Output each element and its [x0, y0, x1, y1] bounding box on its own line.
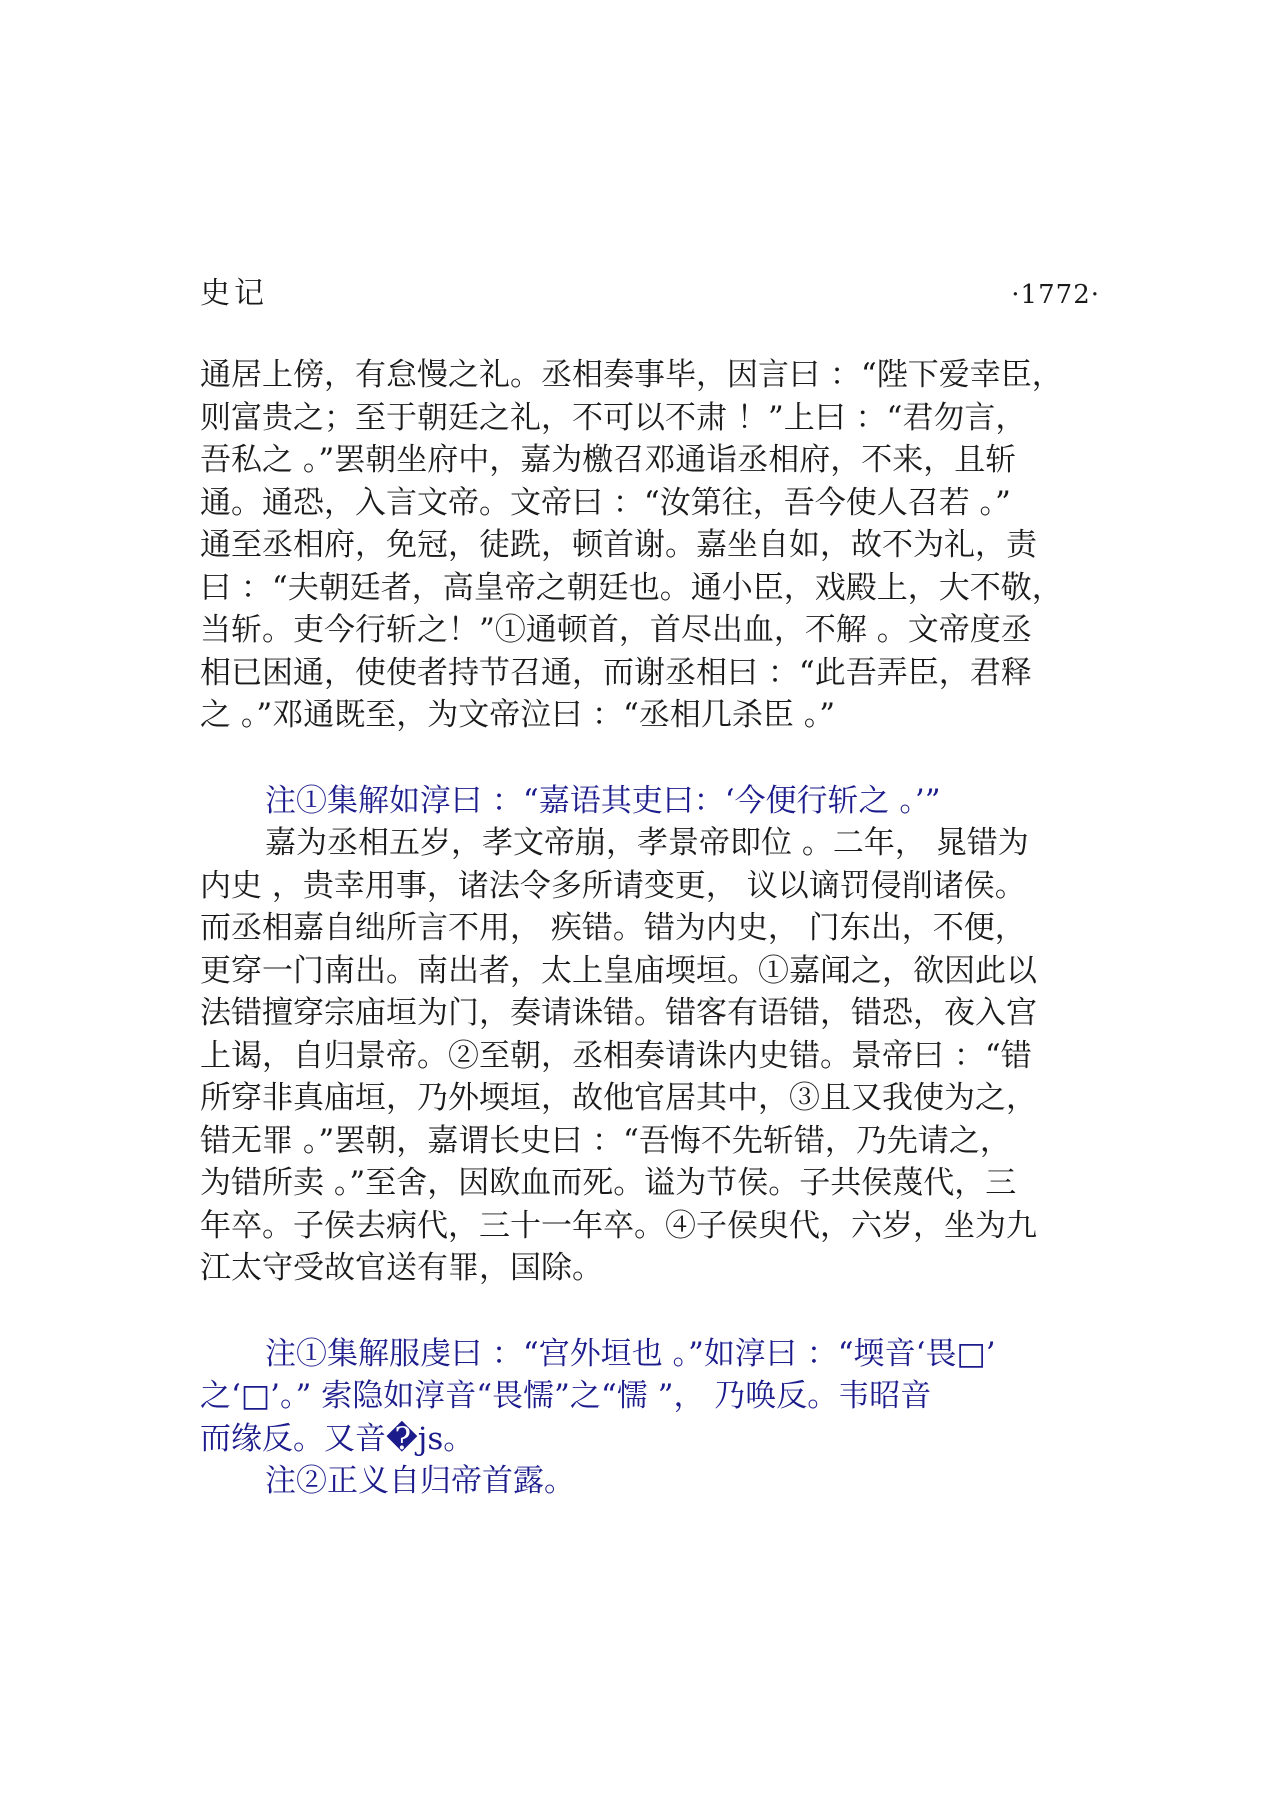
text-line: 为错所卖 。”至舍，因欧血而死。谥为节侯。子共侯蔑代，三: [200, 1165, 1017, 1201]
note-line: 之‘□’。” 索隐如淳音“畏懦”之“懦 ”， 乃唤反。韦昭音: [200, 1378, 932, 1414]
text-line: 上谒，自归景帝。②至朝，丞相奏请诛内史错。景帝曰 ：“错: [200, 1037, 1032, 1074]
text-line: 年卒。子侯去病代，三十一年卒。④子侯臾代，六岁，坐为九: [200, 1207, 1037, 1244]
book-title: 史记: [200, 276, 268, 311]
text-line: 通至丞相府，免冠，徒跣，顿首谢。嘉坐自如，故不为礼，责: [200, 527, 1037, 563]
note-line: 而缘反。又音�js。: [200, 1420, 475, 1457]
spacer: [200, 1290, 1100, 1333]
text-line: 之 。”邓通既至，为文帝泣曰 ：“丞相几杀臣 。”: [200, 697, 836, 733]
text-line: 所穿非真庙垣，乃外堧垣，故他官居其中，③且又我使为之，: [200, 1080, 1037, 1116]
text-line: 则富贵之；至于朝廷之礼，不可以不肃 ！”上曰 ：“君勿言，: [200, 399, 1027, 436]
text-line: 而丞相嘉自绌所言不用， 疾错。错为内史， 门东出，不便，: [200, 910, 1026, 946]
text-line: 通居上傍，有怠慢之礼。丞相奏事毕，因言曰 ：“陛下爱幸臣，: [200, 357, 1063, 393]
footnote-1: 注①集解如淳曰 ：“嘉语其吏曰：‘今便行斩之 。’”: [265, 782, 941, 819]
text-line: 曰 ：“夫朝廷者，高皇帝之朝廷也。通小臣，戏殿上，大不敬，: [200, 569, 1063, 606]
text-line: 吾私之 。”罢朝坐府中，嘉为檄召邓通诣丞相府，不来，且斩: [200, 442, 1017, 478]
text-line: 当斩。吏今行斩之！”①通顿首，首尽出血，不解 。文帝度丞: [200, 612, 1032, 648]
page-header: [200, 268, 1100, 311]
text-line: 内史 ，贵幸用事，诸法令多所请变更， 议以谪罚侵削诸侯。: [200, 867, 1026, 904]
page: [200, 268, 1100, 1503]
text-line: 法错擅穿宗庙垣为门，奏请诛错。错客有语错，错恐，夜入宫: [200, 995, 1037, 1031]
paragraph-2: [200, 822, 1100, 1290]
note-line: 注①集解服虔曰 ：“宫外垣也 。”如淳曰 ：“堧音‘畏□’: [265, 1335, 996, 1372]
text-line: 江太守受故官送有罪，国除。: [200, 1250, 603, 1286]
page-number: ·1772·: [1011, 280, 1100, 310]
footnote-2: [200, 1333, 1100, 1461]
spacer: [200, 737, 1100, 780]
text-line: 通。通恐，入言文帝。文帝曰 ：“汝第往，吾今使人召若 。”: [200, 484, 1011, 521]
paragraph-1: [200, 354, 1100, 737]
footnote-3: 注②正义自归帝首露。: [265, 1463, 575, 1499]
text-line: 更穿一门南出。南出者，太上皇庙堧垣。①嘉闻之，欲因此以: [200, 952, 1037, 989]
text-line: 相已困通，使使者持节召通，而谢丞相曰 ：“此吾弄臣，君释: [200, 654, 1032, 691]
text-line: 错无罪 。”罢朝，嘉谓长史曰 ：“吾悔不先斩错，乃先请之，: [200, 1122, 1011, 1159]
text-line: 嘉为丞相五岁，孝文帝崩，孝景帝即位 。二年， 晁错为: [265, 825, 1029, 861]
